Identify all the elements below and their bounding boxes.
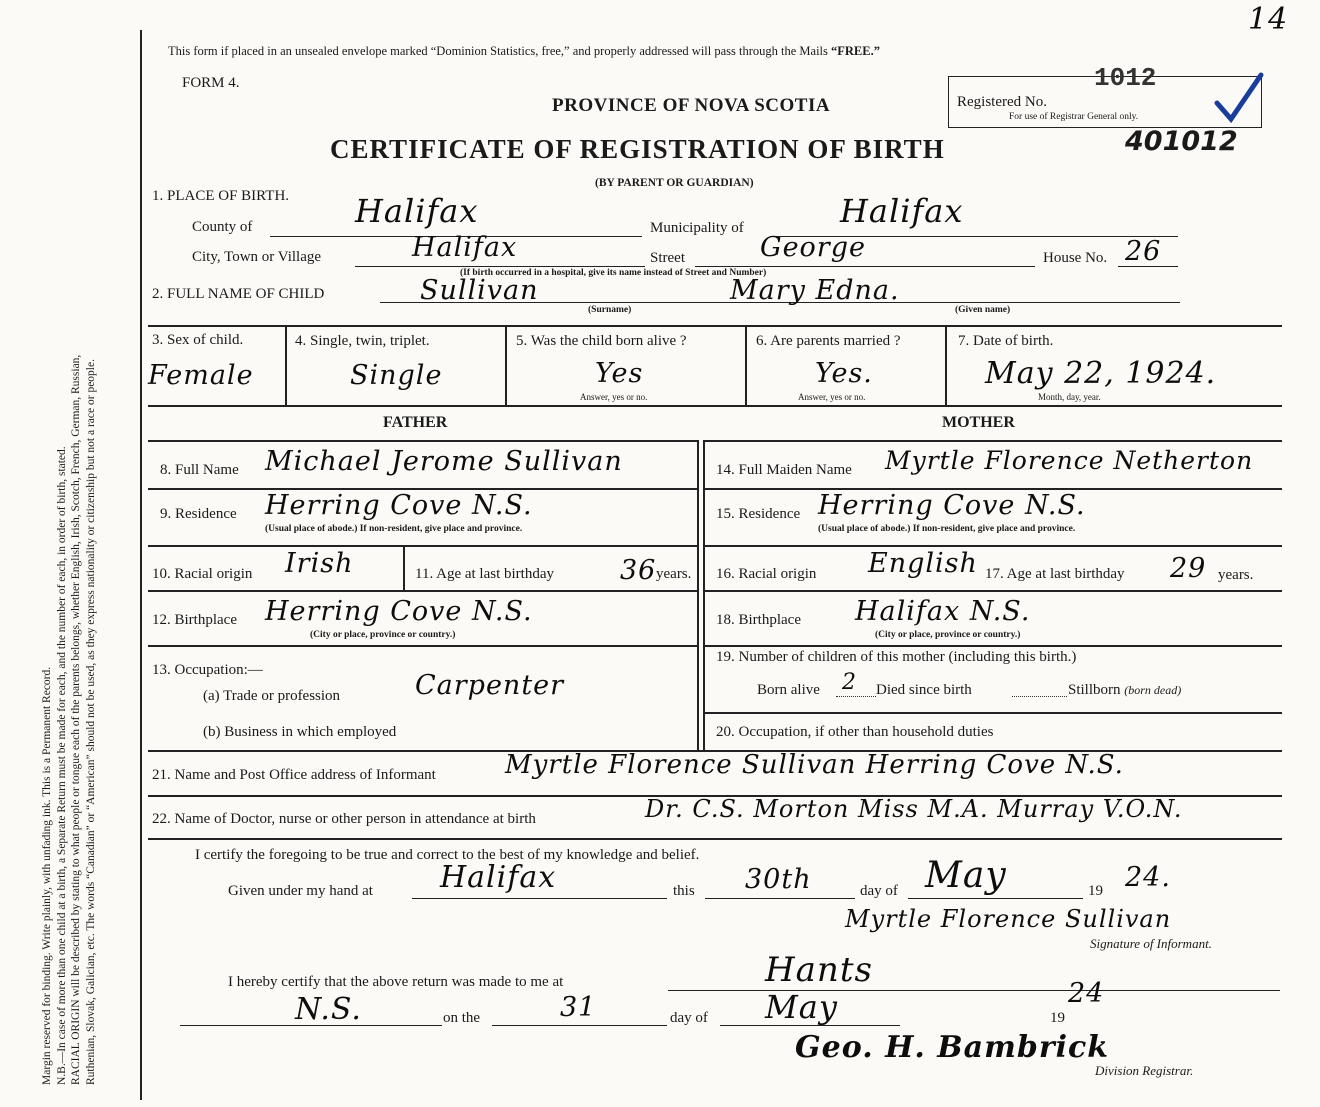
registered-number: 1012 bbox=[1094, 63, 1157, 93]
father-name-label: 8. Full Name bbox=[160, 462, 239, 478]
given-year-prefix: 19 bbox=[1088, 883, 1103, 899]
col-divider bbox=[945, 325, 947, 405]
died-line bbox=[1012, 696, 1067, 697]
county-value: Halifax bbox=[355, 192, 479, 230]
margin-note-1: Margin reserved for binding. Write plainly, with unfading ink. This is a Permanent Record. bbox=[41, 666, 53, 1085]
reg-day: 31 bbox=[560, 992, 597, 1023]
mother-age: 29 bbox=[1170, 553, 1207, 584]
mother-birthplace: Halifax N.S. bbox=[855, 596, 1031, 627]
mother-name-label: 14. Full Maiden Name bbox=[716, 462, 852, 478]
on-the-label: on the bbox=[443, 1010, 481, 1026]
father-residence: Herring Cove N.S. bbox=[265, 490, 533, 521]
given-month: May bbox=[925, 855, 1007, 896]
street-line bbox=[695, 266, 1035, 267]
mother-children-label: 19. Number of children of this mother (including this birth.) bbox=[716, 649, 1077, 665]
dob-value: May 22, 1924. bbox=[985, 356, 1217, 391]
father-trade-label: (a) Trade or profession bbox=[203, 688, 341, 704]
given-day: 30th bbox=[745, 864, 812, 895]
city-label: City, Town or Village bbox=[192, 249, 322, 265]
reg-day-of-label: day of bbox=[670, 1010, 708, 1026]
row-divider-top bbox=[148, 325, 1282, 327]
child-surname: Sullivan bbox=[420, 275, 539, 306]
father-residence-label: 9. Residence bbox=[160, 506, 237, 522]
registered-label: Registered No. bbox=[957, 94, 1047, 110]
dob-caption: Month, day, year. bbox=[1038, 392, 1101, 402]
city-line bbox=[355, 266, 645, 267]
father-years: years. bbox=[656, 566, 692, 582]
father-birthplace-label: 12. Birthplace bbox=[152, 612, 237, 628]
street-label: Street bbox=[650, 250, 685, 266]
registrar-signature: Geo. H. Bambrick bbox=[795, 1030, 1110, 1065]
center-divider-2 bbox=[703, 440, 705, 750]
margin-note-4: Ruthenian, Slovak, Galician, etc. The words “Canadian” or “American” should not be used, as they express nationality or citizenship but not a race or people. bbox=[84, 359, 97, 1085]
father-row-line bbox=[148, 545, 698, 547]
reg-day-line bbox=[492, 1025, 667, 1026]
given-place: Halifax bbox=[440, 860, 557, 895]
form-number: FORM 4. bbox=[182, 75, 240, 91]
place-of-birth-label: 1. PLACE OF BIRTH. bbox=[152, 188, 290, 204]
father-residence-caption: (Usual place of abode.) If non-resident, give place and province. bbox=[265, 524, 523, 534]
given-year: 24. bbox=[1125, 862, 1171, 893]
mother-row-line bbox=[703, 645, 1282, 647]
stillborn-note: (born dead) bbox=[1124, 683, 1182, 697]
sex-value: Female bbox=[148, 360, 254, 391]
married-value: Yes. bbox=[815, 358, 873, 389]
registrar-place-line bbox=[668, 990, 1280, 991]
single-value: Single bbox=[350, 360, 443, 391]
registrar-caption: Division Registrar. bbox=[1095, 1063, 1194, 1078]
father-racial-label: 10. Racial origin bbox=[152, 566, 253, 582]
municipality-value: Halifax bbox=[840, 192, 964, 230]
checkmark-icon bbox=[1209, 69, 1269, 125]
certify-text: I certify the foregoing to be true and correct to the best of my knowledge and belief. bbox=[195, 847, 700, 863]
child-given-name: Mary Edna. bbox=[730, 275, 900, 306]
mother-row-line bbox=[703, 712, 1282, 714]
mail-notice-text: This form if placed in an unsealed envelope marked “Dominion Statistics, free,” and properly addressed will pass through the Mails bbox=[168, 44, 828, 58]
reg-year: 24 bbox=[1068, 978, 1105, 1009]
reg-month: May bbox=[765, 988, 838, 1026]
margin-notes bbox=[40, 35, 98, 1085]
city-value: Halifax bbox=[412, 232, 518, 263]
mother-birthplace-caption: (City or place, province or country.) bbox=[875, 630, 1021, 640]
father-racial: Irish bbox=[285, 548, 354, 579]
single-label: 4. Single, twin, triplet. bbox=[295, 333, 430, 349]
father-row-line bbox=[148, 590, 698, 592]
dob-label: 7. Date of birth. bbox=[958, 333, 1054, 349]
row-divider bbox=[148, 405, 1282, 407]
col-divider bbox=[745, 325, 747, 405]
born-alive-value: 2 bbox=[842, 670, 857, 695]
married-caption: Answer, yes or no. bbox=[798, 392, 866, 402]
registrar-place-2: N.S. bbox=[295, 992, 362, 1027]
died-label: Died since birth bbox=[876, 682, 972, 698]
house-value: 26 bbox=[1125, 236, 1162, 267]
mother-name: Myrtle Florence Netherton bbox=[885, 446, 1254, 475]
province-heading: PROVINCE OF NOVA SCOTIA bbox=[552, 95, 831, 116]
mother-racial-label: 16. Racial origin bbox=[716, 566, 817, 582]
informant-signature: Myrtle Florence Sullivan bbox=[845, 905, 1172, 933]
given-label: Given under my hand at bbox=[228, 883, 373, 899]
house-label: House No. bbox=[1043, 250, 1108, 266]
mother-residence-label: 15. Residence bbox=[716, 506, 801, 522]
mother-years: years. bbox=[1218, 567, 1254, 583]
given-day-line bbox=[705, 898, 855, 899]
father-age-divider bbox=[403, 545, 405, 590]
father-trade: Carpenter bbox=[415, 670, 565, 701]
mother-residence-caption: (Usual place of abode.) If non-resident, give place and province. bbox=[818, 524, 1076, 534]
mail-notice bbox=[168, 44, 880, 59]
stillborn-label: Stillborn bbox=[1068, 682, 1121, 698]
street-value: George bbox=[760, 232, 866, 263]
center-divider bbox=[697, 440, 699, 750]
margin-note-3: RACIAL ORIGIN will be described by stating to what people or tongue each of the parents belongs, whether English, Irish, Scotch, French, German, Russian, bbox=[70, 354, 82, 1085]
this-label: this bbox=[673, 883, 695, 899]
given-place-line bbox=[412, 898, 667, 899]
certificate-title: CERTIFICATE OF REGISTRATION OF BIRTH bbox=[330, 134, 945, 164]
mother-birthplace-label: 18. Birthplace bbox=[716, 612, 801, 628]
stamp-number: 401012 bbox=[1125, 126, 1238, 157]
col-divider bbox=[505, 325, 507, 405]
informant-label: 21. Name and Post Office address of Informant bbox=[152, 767, 436, 783]
child-name-label: 2. FULL NAME OF CHILD bbox=[152, 286, 325, 302]
row-divider bbox=[148, 838, 1282, 840]
doctor-value: Dr. C.S. Morton Miss M.A. Murray V.O.N. bbox=[645, 795, 1183, 823]
mother-occupation-label: 20. Occupation, if other than household duties bbox=[716, 724, 994, 740]
father-name: Michael Jerome Sullivan bbox=[265, 446, 623, 477]
county-label: County of bbox=[192, 219, 253, 235]
father-birthplace-caption: (City or place, province or country.) bbox=[310, 630, 456, 640]
certificate-subtitle: (BY PARENT OR GUARDIAN) bbox=[595, 177, 754, 189]
father-occupation-label: 13. Occupation:— bbox=[152, 662, 263, 678]
mother-racial: English bbox=[868, 548, 978, 579]
given-caption: (Given name) bbox=[955, 305, 1011, 315]
father-age: 36 bbox=[620, 555, 657, 586]
father-heading: FATHER bbox=[383, 414, 448, 431]
married-label: 6. Are parents married ? bbox=[756, 333, 901, 349]
father-birthplace: Herring Cove N.S. bbox=[265, 596, 533, 627]
mother-row-line bbox=[703, 590, 1282, 592]
stillborn-group bbox=[1068, 682, 1181, 699]
sex-label: 3. Sex of child. bbox=[152, 332, 244, 348]
father-business-label: (b) Business in which employed bbox=[203, 724, 397, 740]
alive-label: 5. Was the child born alive ? bbox=[516, 333, 687, 349]
reg-year-prefix: 19 bbox=[1050, 1010, 1065, 1026]
mail-notice-free: “FREE.” bbox=[831, 44, 880, 58]
father-age-label: 11. Age at last birthday bbox=[415, 566, 554, 582]
alive-caption: Answer, yes or no. bbox=[580, 392, 648, 402]
mother-age-label: 17. Age at last birthday bbox=[985, 566, 1125, 582]
margin-note-2: N.B.—In case of more than one child at a birth, a Separate Return must be made for each, and the number of each, in order of birth, stated. bbox=[55, 446, 68, 1085]
mother-row-line bbox=[703, 545, 1282, 547]
father-row-line bbox=[148, 440, 698, 442]
signature-caption: Signature of Informant. bbox=[1090, 936, 1212, 951]
col-divider bbox=[285, 325, 287, 405]
doctor-label: 22. Name of Doctor, nurse or other person in attendance at birth bbox=[152, 811, 536, 827]
registered-box bbox=[948, 63, 1262, 128]
page-number: 14 bbox=[1248, 2, 1289, 37]
hospital-note: (If birth occurred in a hospital, give its name instead of Street and Number) bbox=[460, 268, 767, 278]
registrar-use-note: For use of Registrar General only. bbox=[1009, 112, 1139, 122]
mother-heading: MOTHER bbox=[942, 414, 1015, 431]
father-row-line bbox=[148, 645, 698, 647]
given-month-line bbox=[908, 898, 1083, 899]
registrar-place: Hants bbox=[765, 950, 873, 990]
born-alive-label: Born alive bbox=[757, 682, 820, 698]
mother-row-line bbox=[703, 440, 1282, 442]
municipality-label: Municipality of bbox=[650, 220, 744, 236]
margin-line bbox=[140, 30, 142, 1100]
day-of-label: day of bbox=[860, 883, 898, 899]
mother-residence: Herring Cove N.S. bbox=[818, 490, 1086, 521]
informant-value: Myrtle Florence Sullivan Herring Cove N.S. bbox=[505, 750, 1124, 780]
born-alive-line bbox=[836, 696, 876, 697]
surname-caption: (Surname) bbox=[588, 305, 632, 315]
registrar-certify-text: I hereby certify that the above return was made to me at bbox=[228, 974, 564, 990]
alive-value: Yes bbox=[595, 358, 644, 389]
